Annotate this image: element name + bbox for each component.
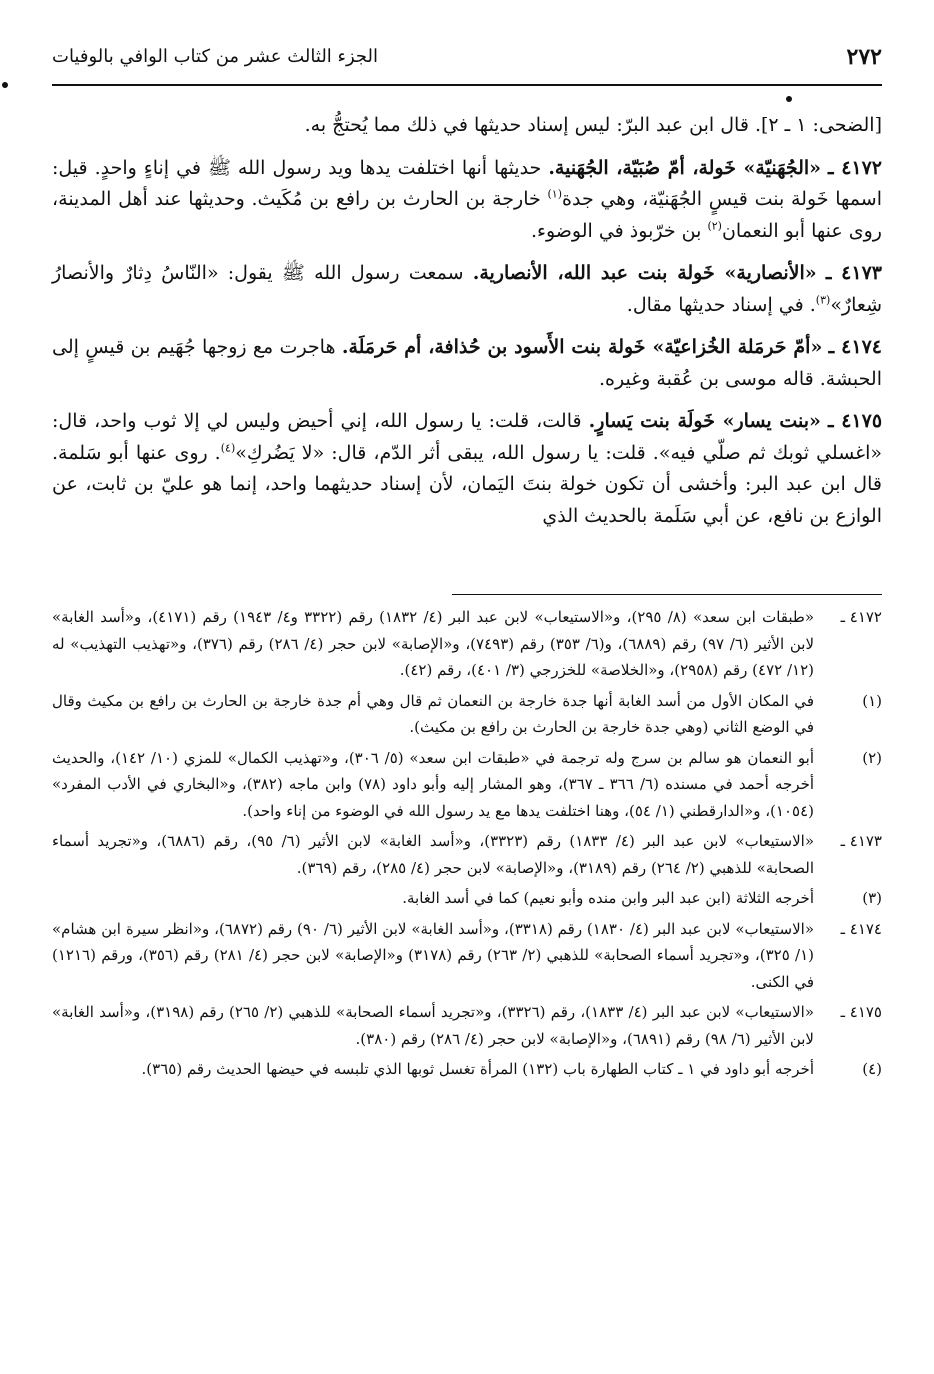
footnote [52, 999, 882, 1052]
entry-body: خارجة بن الحارث بن رافع بن مُكَيث. وحديثها عند أهل المدينة، روى عنها أبو النعمان [52, 188, 882, 242]
stray-ink-dot [786, 96, 792, 102]
entry-body: بن خرّبوذ في الوضوء. [531, 219, 702, 242]
footnote [52, 1056, 882, 1083]
footnote-ref: (٢) [707, 219, 722, 233]
entry-4172 [52, 153, 882, 248]
footnote-label: ٤١٧٣ ـ [840, 832, 882, 850]
entry-heading: «الأنصارية» خَولة بنت عبد الله، الأنصارية. [472, 262, 817, 284]
entry-heading: «أمّ حَرمَلة الخُزاعيّة» خَولة بنت الأَسود بن حُذافة، أم حَرمَلَة. [341, 336, 823, 358]
footnote [52, 885, 882, 912]
footnotes [52, 604, 882, 1087]
footnote-text: أخرجه الثلاثة (ابن عبد البر وابن منده وأبو نعيم) كما في أسد الغابة. [402, 889, 814, 907]
stray-ink-dot [2, 82, 8, 88]
footnote-ref: (٣) [815, 293, 831, 307]
entry-number: ٤١٧٢ ـ [828, 156, 883, 179]
entry-number: ٤١٧٣ ـ [825, 262, 882, 284]
header-rule [52, 84, 882, 86]
footnote-text: «الاستيعاب» لابن عبد البر (٤/ ١٨٣٣) رقم (٣٣٢٣)، و«أسد الغابة» لابن الأثير (٦/ ٩٥)، رقم (٦٨٨٦)، و«تجريد أسماء الصحابة» للذهبي (٢/ ٢٦٤) رقم (٣١٨٩)، و«الإصابة» لابن حجر (٤/ ٢٨٥)، رقم (٣٦٩). [52, 832, 815, 877]
carryover-paragraph: [الضحى: ١ ـ ٢]. قال ابن عبد البرّ: ليس إسناد حديثها في ذلك مما يُحتجُّ به. [304, 114, 882, 136]
footnote [52, 604, 882, 684]
entry-4174 [52, 332, 882, 395]
page-number: ٢٧٢ [846, 44, 882, 70]
footnote-text: أبو النعمان هو سالم بن سرج وله ترجمة في «طبقات ابن سعد» (٥/ ٣٠٦)، و«تهذيب الكمال» للمزي (١٠/ ١٤٢)، والحديث أخرجه أحمد في مسنده (٦/ ٣٦٦ ـ ٣٦٧)، وهو المشار إليه وأبو داود (٧٨) وابن ماجه (٣٨٢)، و«البخاري في الأدب المفرد» (١٠٥٤)، و«الدارقطني (١/ ٥٤)، وهنا اختلفت يدها مع يد رسول الله في الوضوء من إناء واحد). [52, 748, 815, 820]
footnote-label: (٢) [862, 748, 882, 767]
running-title: الجزء الثالث عشر من كتاب الوافي بالوفيات [52, 46, 379, 67]
entry-body: سمعت رسول الله ﷺ يقول: «النّاسُ دِثارٌ والأنصارُ شِعارٌ» [52, 262, 882, 316]
footnote [52, 688, 882, 741]
footnote-label: (١) [862, 691, 882, 710]
footnote-label: ٤١٧٤ ـ [840, 919, 882, 938]
footnote-text: «الاستيعاب» لابن عبد البر (٤/ ١٨٣٠) رقم (٣٣١٨)، و«أسد الغابة» لابن الأثير (٦/ ٩٠) رقم (٦٨٧٢)، و«انظر سيرة ابن هشام» (١/ ٣٢٥)، و«تجريد أسماء الصحابة» للذهبي (٢/ ٢٦٣) رقم (٣١٧٨) و«الإصابة» لابن حجر (٤/ ٢٨١) رقم (٣٥٦)، ورقم (١٢١٦) في الكنى. [52, 919, 815, 991]
entry-body: . في إسناد حديثها مقال. [626, 293, 816, 316]
footnote [52, 916, 882, 996]
footnote-text: «الاستيعاب» لابن عبد البر (٤/ ١٨٣٣)، رقم (٣٣٢٦)، و«تجريد أسماء الصحابة» للذهبي (٢/ ٢٦٥) رقم (٣١٩٨)، و«أسد الغابة» لابن الأثير (٦/ ٩٨) رقم (٦٨٩١)، و«الإصابة» لابن حجر (٤/ ٢٨٦) رقم (٣٨٠). [52, 1003, 815, 1048]
entry-body: . روى عنها أبو سَلمة. قال ابن عبد البر: وأخشى أن تكون خولة بنتَ اليَمان، لأن إسناد حديثهما واحد، إنما هو عليّ بن ثابت، عن الوازع بن نافع، عن أبي سَلَمة بالحديث الذي [52, 441, 882, 527]
footnote-text: في المكان الأول من أسد الغابة أنها جدة خارجة بن النعمان ثم قال وهي أم جدة خارجة بن الحارث بن رافع بن مكيث وقال في الوضع الثاني (وهي جدة خارجة بن الحارث بن رافع بن مكيث). [52, 691, 814, 736]
footnote-ref: (١) [547, 187, 563, 201]
entry-heading: «الجُهَنيّة» خَولة، أمّ صُبَيّة، الجُهَنية. [548, 156, 822, 179]
entry-4175 [52, 406, 882, 532]
entry-body: هاجرت مع زوجها جُهَيم بن قيسٍ إلى الحبشة. قاله موسى بن عُقبة وغيره. [52, 336, 882, 390]
footnote-text: «طبقات ابن سعد» (٨/ ٢٩٥)، و«الاستيعاب» لابن عبد البر (٤/ ١٨٣٢) رقم (٣٣٢٢ و٤/ ١٩٤٣) رقم (٤١٧١)، و«أسد الغابة» لابن الأثير (٦/ ٩٧) رقم (٦٨٨٩)، و(٦/ ٣٥٣) رقم (٧٤٩٣)، و«الإصابة» لابن حجر (٤/ ٢٨٦) رقم (٣٧٦)، و«تهذيب التهذيب» له (١٢/ ٤٧٢) رقم (٢٩٥٨)، و«الخلاصة» للخزرجي (٣/ ٤٠١)، رقم (٤٢). [52, 608, 814, 679]
footnote-text: أخرجه أبو داود في ١ ـ كتاب الطهارة باب (١٣٢) المرأة تغسل ثوبها الذي تلبسه في حيضها الحديث رقم (٣٦٥). [141, 1060, 814, 1078]
entry-number: ٤١٧٥ ـ [827, 410, 883, 432]
main-text [52, 110, 882, 532]
footnote-label: (٤) [862, 1060, 882, 1078]
footnote-label: (٣) [862, 889, 882, 907]
footnote-rule [452, 594, 882, 595]
footnote-label: ٤١٧٥ ـ [840, 1003, 882, 1021]
entry-body: حديثها أنها اختلفت يدها ويد رسول الله ﷺ في إناءٍ واحدٍ. قيل: اسمها خَولة بنت قيسٍ الجُهَنيّة، وهي جدة [52, 156, 882, 210]
footnote [52, 745, 882, 825]
entry-body: قالت، قلت: يا رسول الله، إني أحيض وليس لي إلا ثوب واحد، قال: «اغسلي ثوبك ثم صلّي فيه». قلت: يا رسول الله، يبقى أثر الدّم، قال: «لا يَضُركِ» [52, 410, 882, 464]
entry-number: ٤١٧٤ ـ [828, 336, 882, 358]
footnote-label: ٤١٧٢ ـ [840, 608, 882, 626]
footnote [52, 828, 882, 881]
running-header [52, 40, 882, 82]
footnote-ref: (٤) [220, 441, 236, 455]
entry-4173 [52, 258, 882, 321]
entry-heading: «بنت يسار» خَولَة بنت يَسارٍ. [588, 410, 821, 432]
